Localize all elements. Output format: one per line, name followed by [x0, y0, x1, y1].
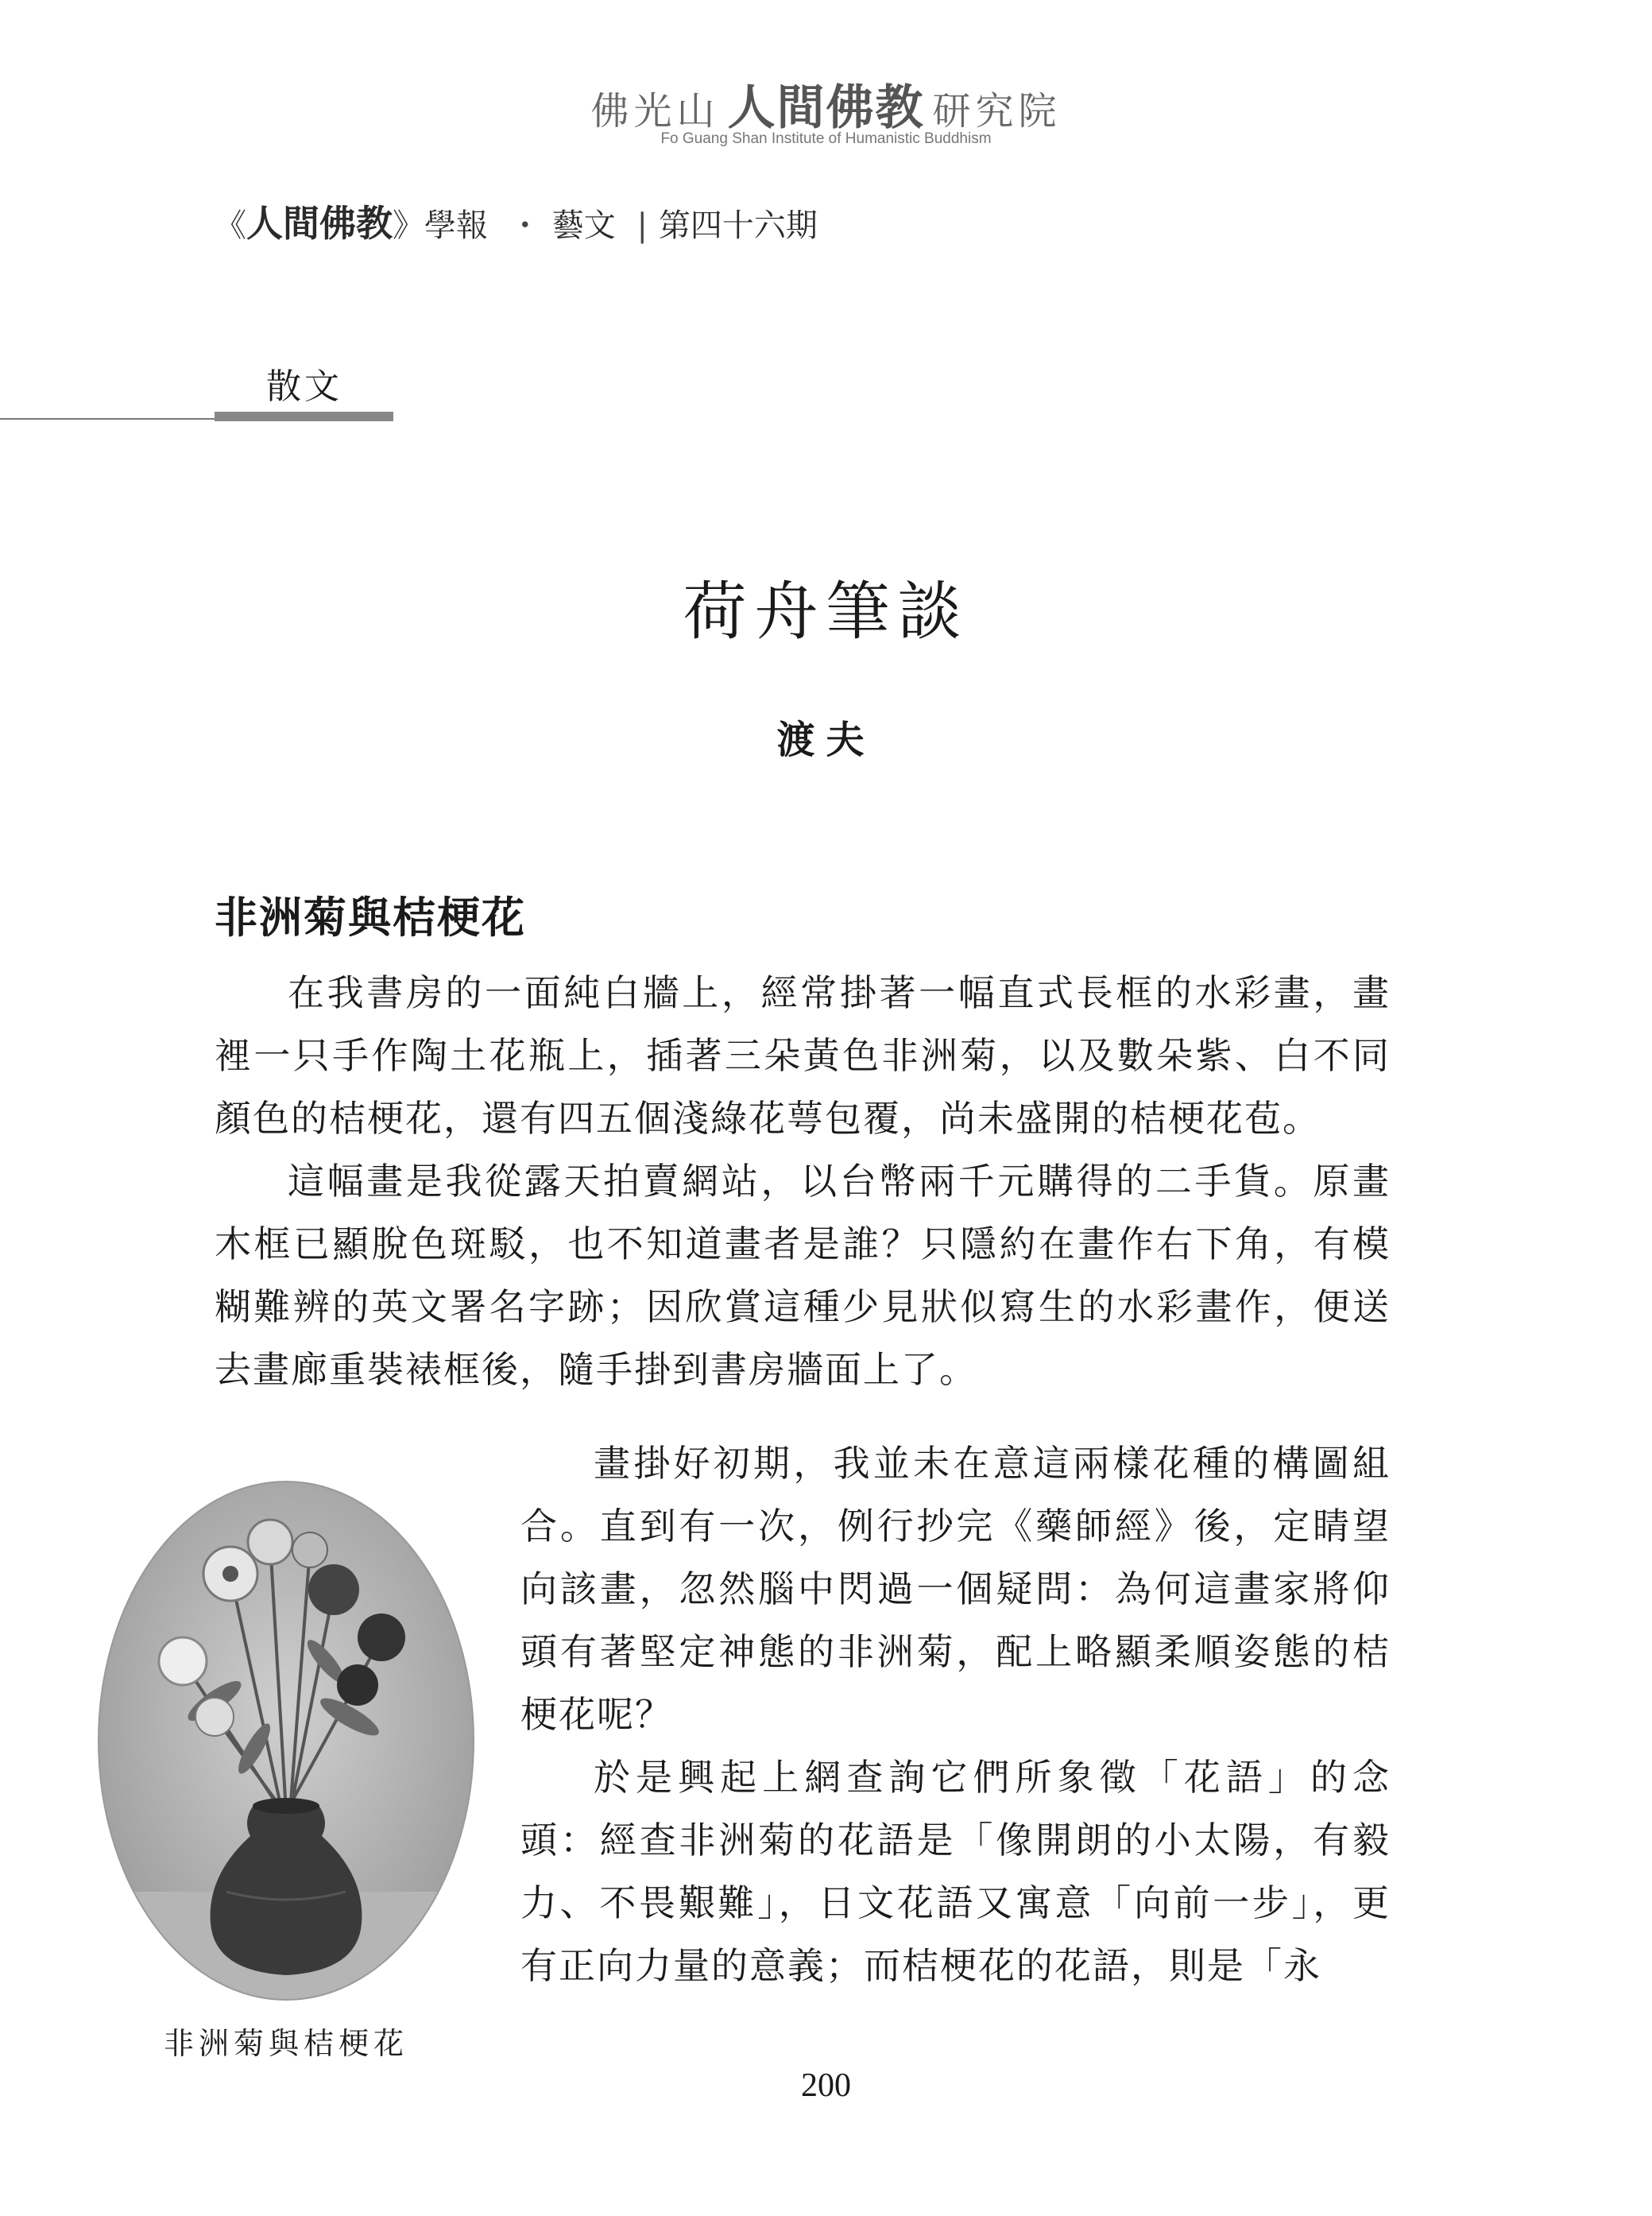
page-number: 200 — [801, 2067, 851, 2104]
body-text-beside-figure — [520, 1432, 1391, 1997]
institute-prefix: 佛光山 — [590, 89, 720, 134]
paragraph: 這幅畫是我從露天拍賣網站，以台幣兩千元購得的二手貨。原畫木框已顯脫色斑駁，也不知道畫者是誰？只隱約在畫作右下角，有模糊難辨的英文署名字跡；因欣賞這種少見狀似寫生的水彩畫作，便送去畫廊重裝裱框後，隨手掛到書房牆面上了。 — [215, 1160, 1391, 1391]
journal-name-logo: 人間佛教 — [246, 202, 393, 245]
section-rule-thick — [215, 412, 393, 421]
paragraph: 在我書房的一面純白牆上，經常掛著一幅直式長框的水彩畫，畫裡一只手作陶土花瓶上，插著三朵黃色非洲菊，以及數朵紫、白不同顏色的桔梗花，還有四五個淺綠花萼包覆，尚未盛開的桔梗花苞。 — [215, 971, 1391, 1140]
journal-divider: | — [636, 207, 648, 244]
journal-close-bracket: 》學報 — [393, 207, 488, 244]
journal-section: 藝文 — [551, 207, 616, 244]
section-heading: 非洲菊與桔梗花 — [215, 892, 526, 943]
flower-painting-image — [95, 1478, 477, 2003]
article-title: 荷舟筆談 — [683, 575, 969, 649]
paragraph: 於是興起上網查詢它們所象徵「花語」的念頭：經查非洲菊的花語是「像開朗的小太陽，有毅力、不畏艱難」，日文花語又寓意「向前一步」，更有正向力量的意義；而桔梗花的花語，則是「永 — [520, 1756, 1391, 1987]
journal-open-bracket: 《 — [215, 207, 246, 244]
paragraph: 畫掛好初期，我並未在意這兩樣花種的構圖組合。直到有一次，例行抄完《藥師經》後，定睛望向該畫，忽然腦中閃過一個疑問：為何這畫家將仰頭有著堅定神態的非洲菊，配上略顯柔順姿態的桔梗花呢？ — [520, 1442, 1391, 1736]
journal-dot: ・ — [509, 207, 541, 244]
institute-english-name: Fo Guang Shan Institute of Humanistic Buddhism — [660, 130, 992, 147]
journal-running-header — [215, 195, 818, 247]
journal-issue: 第四十六期 — [658, 207, 818, 244]
body-text-full-width — [215, 962, 1391, 1401]
institute-calligraphy-logo: 人間佛教 — [727, 80, 925, 136]
section-label: 散文 — [266, 366, 342, 407]
article-author: 渡夫 — [776, 718, 876, 762]
institute-suffix: 研究院 — [932, 89, 1062, 134]
figure-caption: 非洲菊與桔梗花 — [163, 2026, 408, 2061]
institute-name — [0, 70, 1652, 138]
